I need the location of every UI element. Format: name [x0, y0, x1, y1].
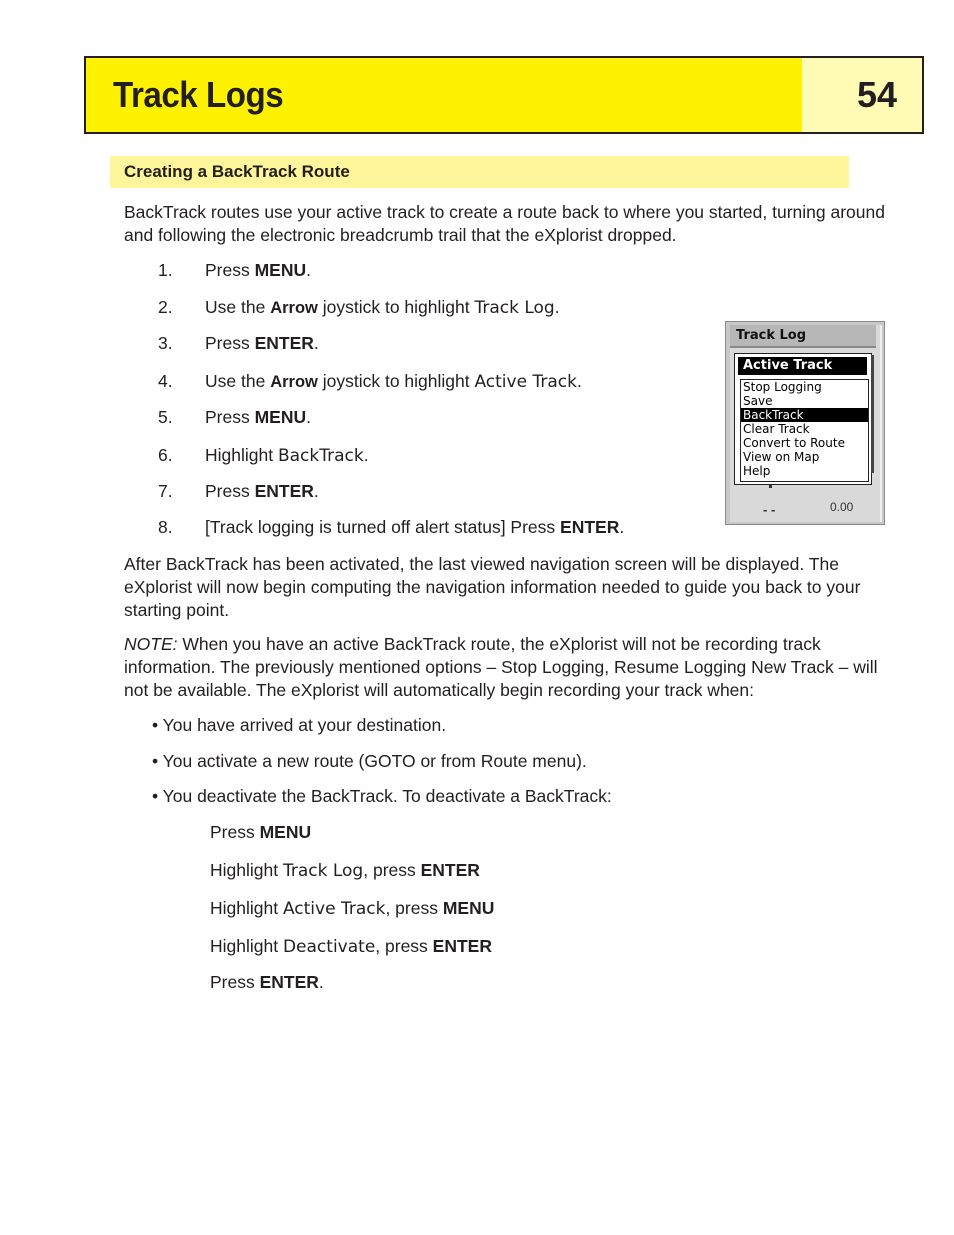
bullet-item: • You have arrived at your destination.: [152, 715, 447, 735]
page-number-box: [802, 58, 922, 132]
step-text: Use the: [205, 297, 271, 317]
chapter-header: [84, 56, 924, 134]
device-dash-readout: - -: [763, 502, 776, 517]
step-number: 2.: [158, 297, 173, 317]
screen-name: BackTrack: [277, 446, 364, 466]
step-text: Use the: [205, 371, 271, 391]
step-text: Press: [205, 333, 255, 353]
intro-paragraph: BackTrack routes use your active track to create a route back to where you started, turning around and following the electronic breadcrumb trail that the eXplorist dropped.: [124, 202, 885, 245]
screen-name: Track Log: [282, 861, 364, 881]
screen-name: Track Log: [474, 298, 555, 318]
step-5: [158, 406, 311, 429]
step-text: .: [306, 407, 312, 427]
section-heading-band: [110, 156, 849, 188]
step-text: [Track logging is turned off alert status] Press: [205, 517, 561, 537]
device-menu-item: View on Map: [743, 450, 820, 464]
step-8: [158, 516, 624, 539]
note-label: NOTE:: [124, 634, 178, 654]
device-menu-item: Stop Logging: [743, 380, 822, 394]
step-number: 6.: [158, 445, 173, 465]
chapter-title-box: [86, 58, 802, 132]
step-text: , press: [385, 898, 443, 918]
deactivate-step-1: [210, 821, 311, 844]
bullet-item: • You activate a new route (GOTO or from Route menu).: [152, 751, 587, 771]
section-title: Creating a BackTrack Route: [124, 162, 350, 181]
step-3: [158, 332, 319, 355]
step-2: [158, 296, 560, 320]
step-text: Highlight: [205, 445, 278, 465]
step-text: Highlight: [210, 860, 283, 880]
step-number: 7.: [158, 481, 173, 501]
key-name: ENTER: [254, 333, 314, 353]
step-text: joystick to highlight: [317, 371, 475, 391]
step-text: .: [576, 371, 582, 391]
device-title: Track Log: [736, 328, 807, 343]
step-number: 1.: [158, 260, 173, 280]
chapter-title: Track Logs: [113, 74, 284, 115]
device-menu-item-selected: BackTrack: [741, 408, 868, 422]
step-text: .: [306, 260, 312, 280]
step-text: .: [313, 333, 319, 353]
note-paragraph: [124, 633, 899, 702]
deactivate-step-2: [210, 859, 480, 883]
device-menu-item: Help: [743, 464, 771, 478]
note-text: When you have an active BackTrack route, the eXplorist will not be recording track information. The previously mentioned options – Stop Logging, Resume Logging New Track – will not be available. The eXplorist will automatically begin recording your track when:: [124, 634, 878, 700]
device-menu-item: Save: [743, 394, 773, 408]
key-name: MENU: [259, 822, 312, 842]
bullet-item: • You deactivate the BackTrack. To deactivate a BackTrack:: [152, 786, 612, 806]
after-paragraph: After BackTrack has been activated, the last viewed navigation screen will be displayed. The eXplorist will now begin computing the navigation information needed to guide you back to your starting point.: [124, 554, 861, 620]
step-text: .: [363, 445, 369, 465]
step-text: .: [313, 481, 319, 501]
key-name: ENTER: [254, 481, 314, 501]
step-4: [158, 370, 582, 394]
step-text: Press: [205, 407, 255, 427]
step-text: .: [554, 297, 560, 317]
device-screen-image: [725, 321, 885, 525]
key-name: ENTER: [560, 517, 620, 537]
step-text: Press: [205, 260, 255, 280]
step-number: 3.: [158, 333, 173, 353]
device-dot: [769, 485, 772, 488]
step-text: Press: [205, 481, 255, 501]
step-text: Highlight: [210, 898, 283, 918]
device-menu-item: Clear Track: [743, 422, 810, 436]
key-name: Arrow: [270, 373, 318, 391]
device-scrollbar: [871, 355, 874, 473]
step-text: joystick to highlight: [317, 297, 475, 317]
device-display: [730, 325, 882, 522]
key-name: MENU: [254, 407, 307, 427]
step-text: Press: [210, 972, 260, 992]
device-value-readout: 0.00: [830, 500, 854, 514]
key-name: ENTER: [420, 860, 480, 880]
key-name: ENTER: [432, 936, 492, 956]
step-7: [158, 480, 319, 503]
step-text: .: [619, 517, 625, 537]
screen-name: Deactivate: [282, 937, 376, 957]
step-number: 8.: [158, 517, 173, 537]
step-text: .: [318, 972, 324, 992]
key-name: ENTER: [259, 972, 319, 992]
deactivate-step-5: [210, 971, 324, 994]
device-menu-item: Convert to Route: [743, 436, 845, 450]
device-title-bar: [730, 325, 876, 348]
step-text: , press: [363, 860, 421, 880]
step-6: [158, 444, 369, 468]
device-menu-header: [738, 357, 867, 375]
page-number: 54: [856, 74, 898, 115]
deactivate-step-4: [210, 935, 492, 959]
step-1: [158, 259, 311, 282]
key-name: MENU: [442, 898, 495, 918]
step-text: Highlight: [210, 936, 283, 956]
key-name: MENU: [254, 260, 307, 280]
deactivate-step-3: [210, 897, 494, 921]
screen-name: Active Track: [282, 899, 386, 919]
device-popup-menu: [734, 353, 872, 485]
device-menu-list: [740, 379, 869, 482]
device-menu-header-label: Active Track: [743, 358, 833, 373]
key-name: Arrow: [270, 299, 318, 317]
step-text: Press: [210, 822, 260, 842]
step-number: 4.: [158, 371, 173, 391]
screen-name: Active Track: [474, 372, 577, 392]
step-number: 5.: [158, 407, 173, 427]
step-text: , press: [375, 936, 433, 956]
